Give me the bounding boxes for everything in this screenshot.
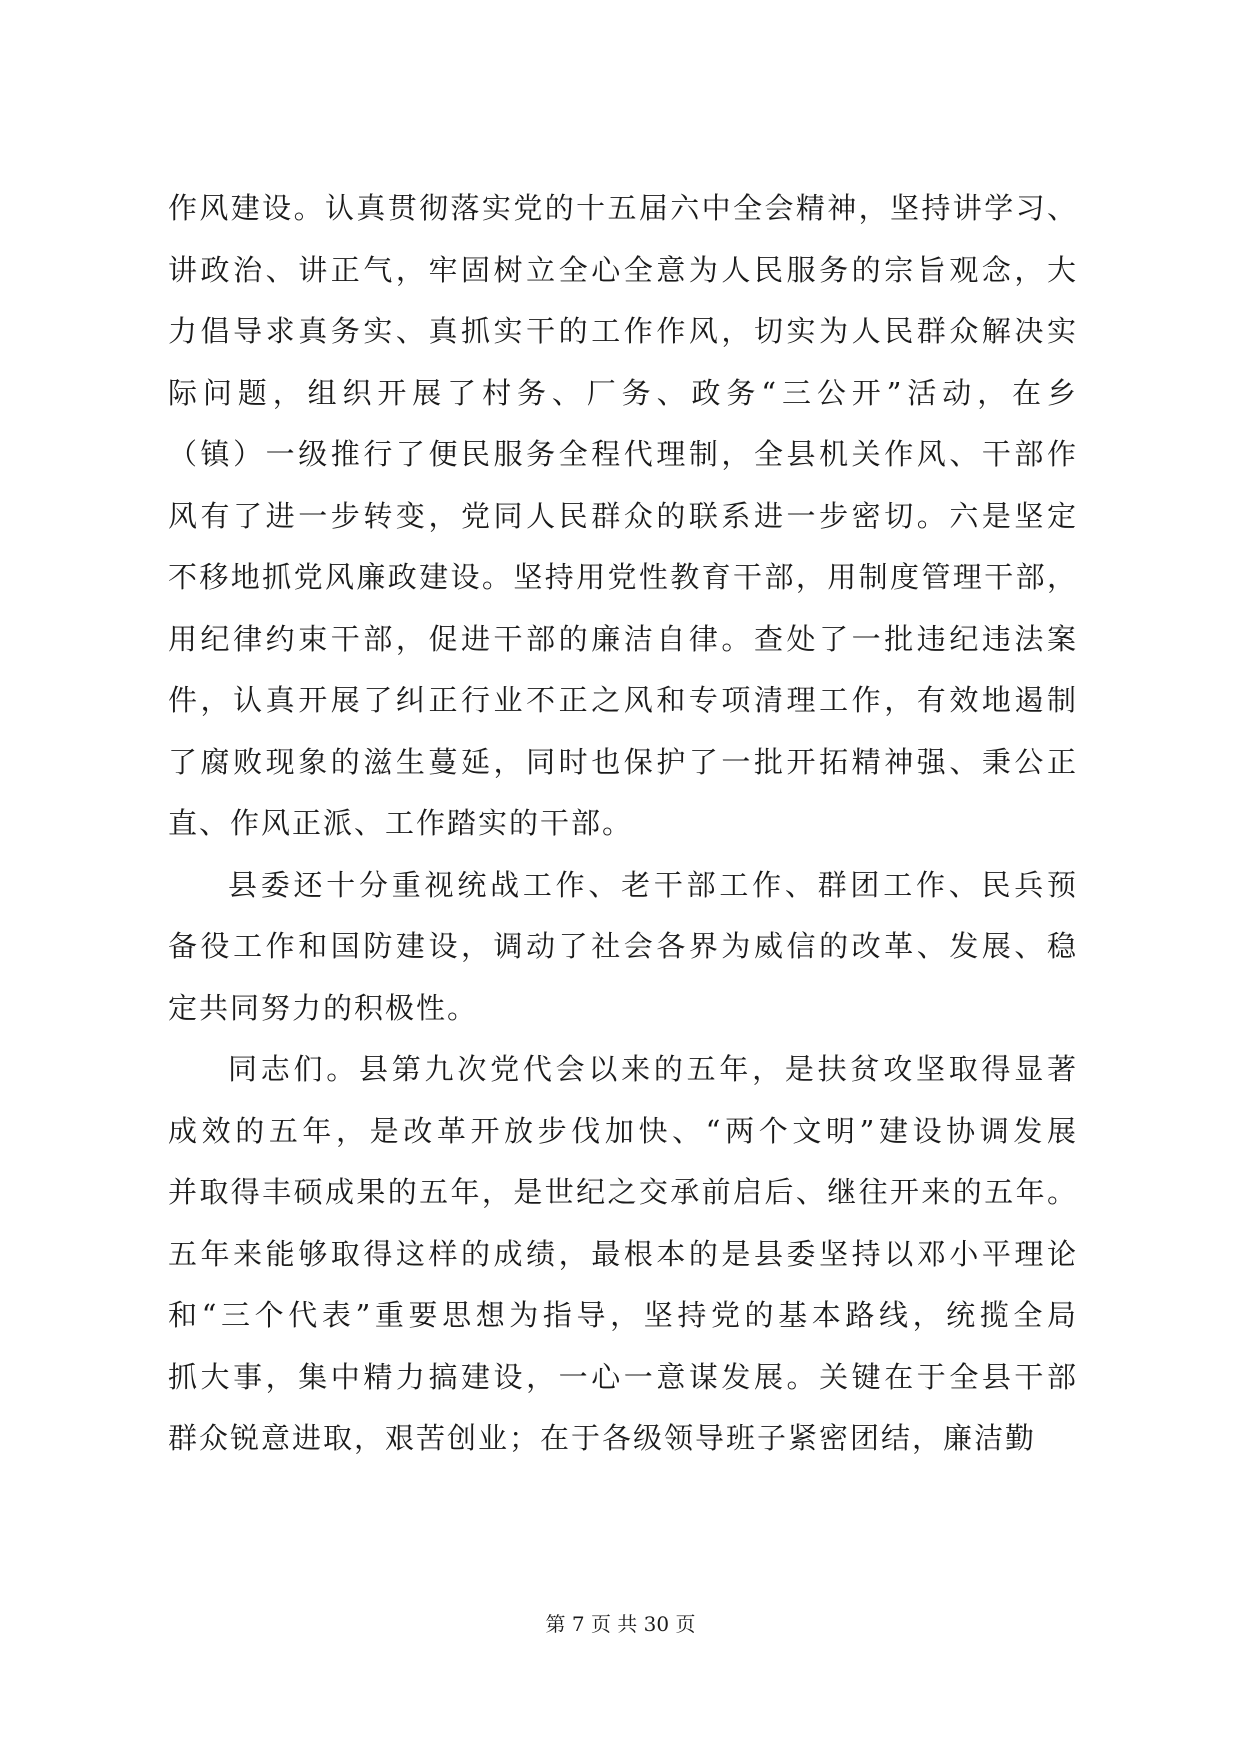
document-body <box>168 178 1078 1470</box>
text-line: 直、作风正派、工作踏实的干部。 <box>168 806 634 840</box>
text-line: 备役工作和国防建设，调动了社会各界为威信的改革、发展、稳 <box>168 929 1078 963</box>
text-line: 用纪律约束干部，促进干部的廉洁自律。查处了一批违纪违法案 <box>168 621 1078 656</box>
text-line: 同志们。县第九次党代会以来的五年，是扶贫攻坚取得显著 <box>228 1052 1078 1086</box>
text-line: 抓大事，集中精力搞建设，一心一意谋发展。关键在于全县干部 <box>168 1359 1078 1394</box>
text-line: 风有了进一步转变，党同人民群众的联系进一步密切。六是坚定 <box>168 498 1078 533</box>
text-line: 了腐败现象的滋生蔓延，同时也保护了一批开拓精神强、秉公正 <box>168 744 1078 779</box>
text-line: 群众锐意进取，艰苦创业；在于各级领导班子紧密团结，廉洁勤 <box>168 1421 1037 1455</box>
text-line: （镇）一级推行了便民服务全程代理制，全县机关作风、干部作 <box>168 437 1078 471</box>
text-line: 五年来能够取得这样的成绩，最根本的是县委坚持以邓小平理论 <box>168 1236 1078 1271</box>
paragraph <box>168 178 1078 855</box>
text-line: 和“三个代表”重要思想为指导，坚持党的基本路线，统揽全局 <box>168 1298 1078 1332</box>
paragraph <box>168 855 1078 1040</box>
text-line: 作风建设。认真贯彻落实党的十五届六中全会精神，坚持讲学习、 <box>168 191 1078 225</box>
text-line: 县委还十分重视统战工作、老干部工作、群团工作、民兵预 <box>228 867 1078 902</box>
text-line: 成效的五年，是改革开放步伐加快、“两个文明”建设协调发展 <box>168 1113 1078 1148</box>
text-line: 际问题，组织开展了村务、厂务、政务“三公开”活动，在乡 <box>168 375 1078 410</box>
text-line: 并取得丰硕成果的五年，是世纪之交承前启后、继往开来的五年。 <box>168 1175 1078 1209</box>
text-line: 定共同努力的积极性。 <box>168 990 479 1025</box>
text-line: 不移地抓党风廉政建设。坚持用党性教育干部，用制度管理干部， <box>168 560 1078 594</box>
text-line: 力倡导求真务实、真抓实干的工作作风，切实为人民群众解决实 <box>168 314 1078 348</box>
text-line: 讲政治、讲正气，牢固树立全心全意为人民服务的宗旨观念，大 <box>168 252 1078 287</box>
paragraph <box>168 1039 1078 1470</box>
page-footer: 第 7 页 共 30 页 <box>545 1612 696 1636</box>
text-line: 件，认真开展了纠正行业不正之风和专项清理工作，有效地遏制 <box>168 683 1078 717</box>
